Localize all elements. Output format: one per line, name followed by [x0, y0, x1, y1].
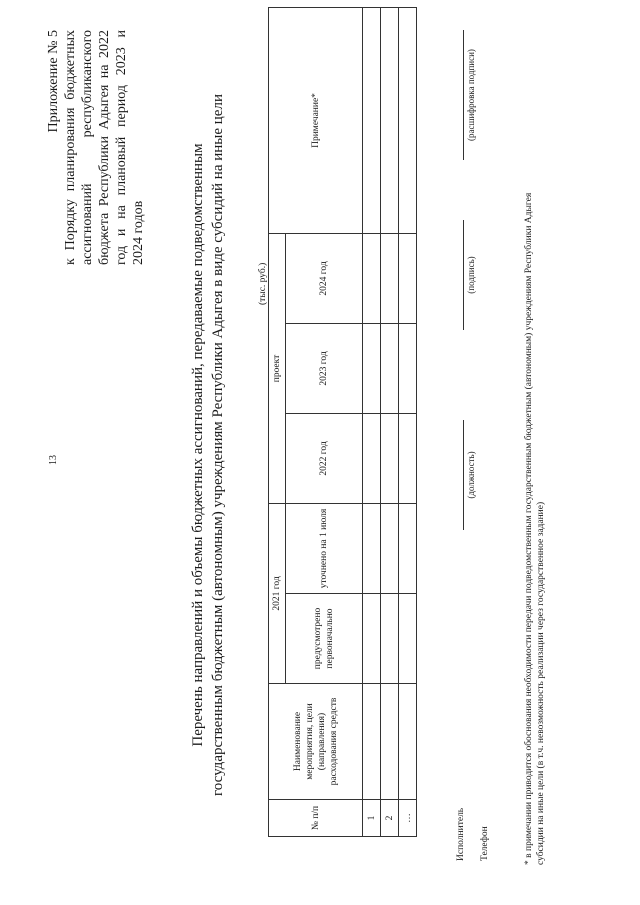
table-cell — [363, 413, 381, 503]
table-cell — [381, 503, 399, 593]
header-2024: 2024 год — [286, 233, 363, 323]
table-cell — [399, 594, 417, 684]
footnote-line-1: * в примечании приводится обоснования необходимости передачи подведомственным государственным бюджетным (автономным) учреждениям Республики Адыгея — [524, 192, 534, 865]
document-title-line-1: Перечень направлений и объемы бюджетных ассигнований, передаваемые подведомственным — [190, 143, 206, 747]
budget-table — [268, 7, 417, 837]
table-cell — [381, 7, 399, 233]
row-number: … — [399, 800, 417, 837]
appendix-last-line: 2024 годов — [131, 200, 146, 265]
table-cell — [381, 233, 399, 323]
table-cell — [363, 684, 381, 800]
table-cell — [381, 684, 399, 800]
decode-signature-line — [463, 30, 464, 160]
header-group-2021: 2021 год — [269, 503, 286, 683]
table-cell — [399, 7, 417, 233]
table-cell — [381, 594, 399, 684]
table-cell — [363, 233, 381, 323]
header-2023: 2023 год — [286, 323, 363, 413]
table-row — [381, 7, 399, 836]
table-cell — [399, 503, 417, 593]
appendix-header — [45, 30, 147, 265]
table-cell — [363, 323, 381, 413]
header-updated: уточнено на 1 июля — [286, 503, 363, 593]
table-header-row-1 — [269, 7, 286, 836]
position-signature-line — [463, 420, 464, 530]
row-number: 1 — [363, 800, 381, 837]
table-cell — [363, 503, 381, 593]
header-note: Примечание* — [269, 7, 363, 233]
footnote — [523, 35, 547, 865]
document-title-line-2: государственным бюджетным (автономным) учреждениям Республики Адыгея в виде субсидий на иные цели — [210, 94, 226, 796]
table-cell — [399, 323, 417, 413]
phone-label: Телефон — [480, 826, 490, 861]
document-title — [188, 65, 228, 825]
signature-line — [463, 220, 464, 330]
table-cell — [363, 7, 381, 233]
row-number: 2 — [381, 800, 399, 837]
header-planned: предусмотрено первоначально — [286, 594, 363, 684]
units-label: (тыс. руб.) — [258, 262, 268, 305]
signature-caption: (подпись) — [466, 256, 476, 294]
appendix-title: Приложение № 5 — [46, 30, 61, 133]
footnote-line-2: субсидии на иные цели (в т.ч. невозможность реализации через государственное задание) — [536, 501, 546, 865]
header-name: Наименование мероприятия, цели (направления) расходования средств — [269, 684, 363, 800]
table-cell — [381, 413, 399, 503]
executor-label: Исполнитель — [456, 807, 466, 861]
header-2022: 2022 год — [286, 413, 363, 503]
header-num: № п/п — [269, 800, 363, 837]
table-row — [399, 7, 417, 836]
table-cell — [399, 233, 417, 323]
table-cell — [399, 684, 417, 800]
table-cell — [381, 323, 399, 413]
position-caption: (должность) — [466, 451, 476, 499]
table-row — [363, 7, 381, 836]
decode-caption: (расшифровка подписи) — [466, 49, 476, 141]
table-cell — [363, 594, 381, 684]
appendix-body: к Порядку планирования бюджетных ассигнований республиканского бюджета Республики Адыгея на 2022 год и на плановый период 2023 и — [63, 30, 129, 265]
table-cell — [399, 413, 417, 503]
header-group-project: проект — [269, 233, 286, 503]
page-number: 13 — [48, 455, 59, 465]
